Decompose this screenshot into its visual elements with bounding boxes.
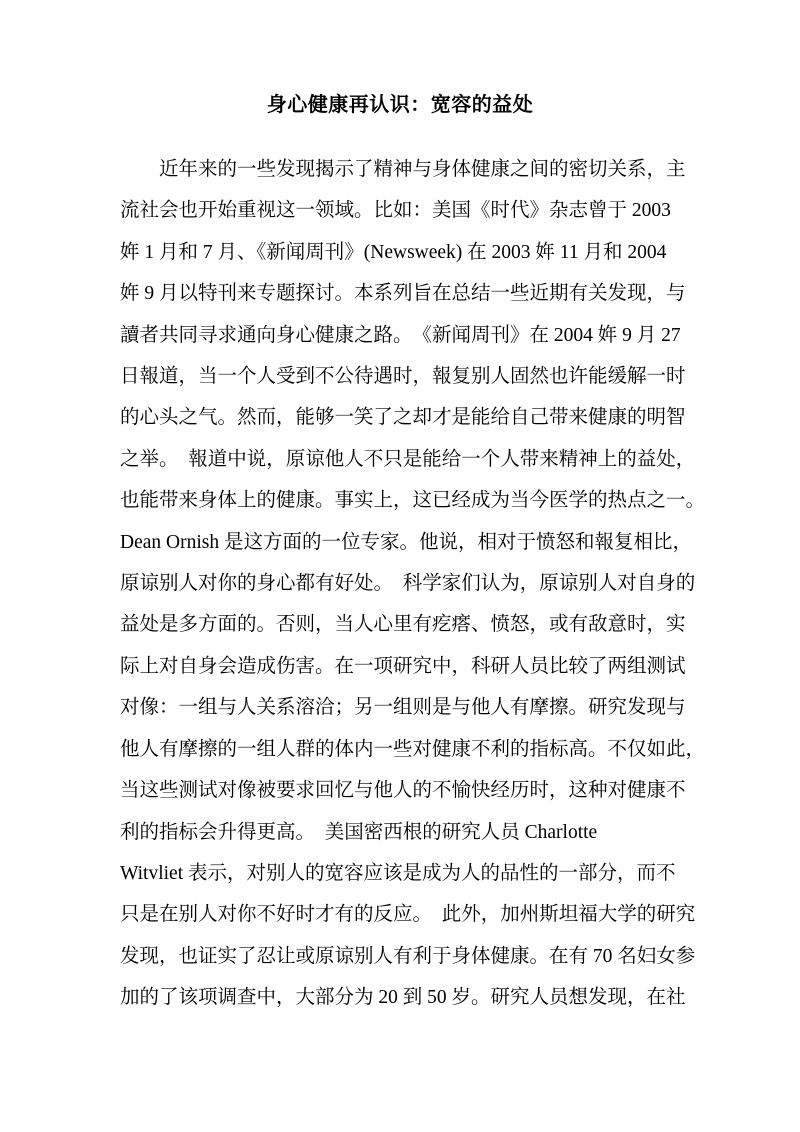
- text-line: 也能带来身体上的健康。事实上，这已经成为当今医学的热点之一。: [120, 490, 706, 512]
- text-line: 日報道，当一个人受到不公待遇时，報复别人固然也许能缓解一时: [120, 366, 686, 388]
- text-line: 的心头之气。然而，能够一笑了之却才是能给自己带来健康的明智: [120, 407, 686, 429]
- text-line: 对像：一组与人关系溶洽；另一组则是与他人有摩擦。研究发现与: [120, 697, 686, 719]
- text-line: 加的了该项调查中，大部分为 20 到 50 岁。研究人员想发现，在社: [120, 987, 686, 1009]
- text-line: 之举。 報道中说，原谅他人不只是能给一个人带来精神上的益处，: [120, 448, 696, 470]
- text-line: 益处是多方面的。否则，当人心里有疙瘩、愤怒，或有敌意时，实: [120, 614, 686, 636]
- text-line: 利的指标会升得更高。 美国密西根的研究人员 Charlotte: [120, 821, 598, 843]
- text-line: 近年来的一些发现揭示了精神与身体健康之间的密切关系，主: [120, 159, 686, 180]
- text-line: 讀者共同寻求通向身心健康之路。 《新闻周刊》在 2004 姩 9 月 27: [120, 324, 681, 346]
- document-title: 身心健康再认识：宽容的益处: [266, 94, 534, 116]
- text-line: 他人有摩擦的一组人群的体内一些对健康不利的指标高。不仅如此，: [120, 738, 706, 760]
- text-line: 流社会也开始重视这一领域。比如：美国《时代》杂志曾于 2003: [120, 200, 671, 222]
- text-line: 姩 9 月以特刊来专题探讨。本系列旨在总结一些近期有关发现，与: [120, 283, 686, 305]
- text-line: 原谅别人对你的身心都有好处。 科学家们认为，原谅别人对自身的: [120, 573, 696, 595]
- text-line: 姩 1 月和 7 月、《新闻周刊》(Newsweek) 在 2003 姩 11 月和 2004: [120, 241, 667, 263]
- document-body: [120, 149, 706, 1019]
- text-line: Witvliet 表示，对别人的宽容应该是成为人的品性的一部分，而不: [120, 862, 676, 884]
- text-line: 际上对自身会造成伤害。在一项研究中，科研人员比较了两组测试: [120, 655, 686, 677]
- text-line: 当这些测试对像被要求回忆与他人的不愉快经历时，这种对健康不: [120, 780, 686, 802]
- text-line: 发现，也证实了忍让或原谅别人有利于身体健康。在有 70 名妇女参: [120, 945, 696, 967]
- text-line: Dean Ornish 是这方面的一位专家。他说，相对于愤怒和報复相比，: [120, 531, 692, 553]
- text-line: 只是在别人对你不好时才有的反应。 此外，加州斯坦福大学的研究: [120, 904, 696, 926]
